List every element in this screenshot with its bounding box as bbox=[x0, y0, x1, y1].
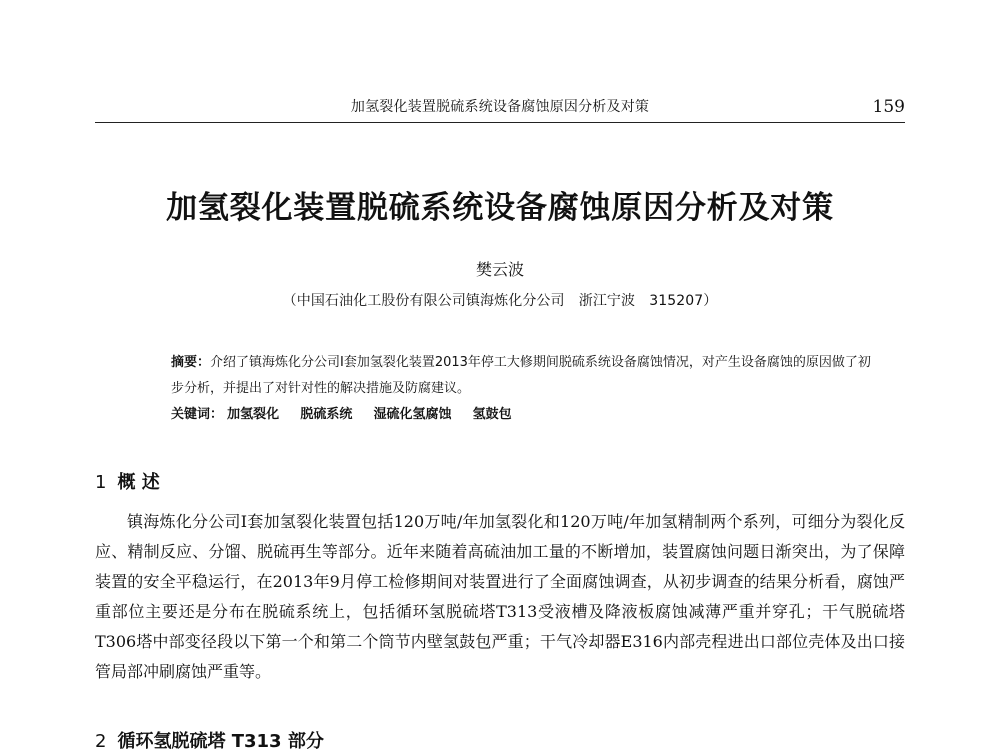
running-header-title: 加氢裂化装置脱硫系统设备腐蚀原因分析及对策 bbox=[350, 99, 650, 115]
section-heading-2 bbox=[95, 730, 905, 754]
keywords-label: 关键词： bbox=[171, 407, 224, 422]
paper-title: 加氢裂化装置脱硫系统设备腐蚀原因分析及对策 bbox=[166, 189, 834, 226]
author-affiliation: （中国石油化工股份有限公司镇海炼化分公司 浙江宁波 315207） bbox=[282, 293, 718, 309]
section-title: 循环氢脱硫塔 T313 部分 bbox=[117, 731, 324, 752]
keyword-item: 湿硫化氢腐蚀 bbox=[373, 407, 452, 422]
running-header bbox=[95, 96, 905, 123]
keyword-item: 加氢裂化 bbox=[227, 407, 280, 422]
keyword-item: 氢鼓包 bbox=[472, 407, 512, 422]
abstract-paragraph bbox=[137, 350, 878, 402]
section-title: 概 述 bbox=[117, 472, 160, 493]
keyword-item: 脱硫系统 bbox=[300, 407, 353, 422]
section-heading-1 bbox=[95, 471, 905, 495]
abstract-block bbox=[137, 350, 878, 428]
abstract-label: 摘要： bbox=[171, 355, 211, 370]
page-number: 159 bbox=[872, 97, 905, 117]
section-number: 2 bbox=[95, 731, 107, 752]
keywords-line bbox=[137, 402, 878, 428]
section-number: 1 bbox=[95, 472, 107, 493]
section-1-body bbox=[95, 507, 905, 687]
author-name: 樊云波 bbox=[475, 260, 524, 279]
body-paragraph: 镇海炼化分公司Ⅰ套加氢裂化装置包括120万吨/年加氢裂化和120万吨/年加氢精制两个系列，可细分为裂化反应、精制反应、分馏、脱硫再生等部分。近年来随着高硫油加工量的不断增加，装置腐蚀问题日渐突出，为了保障装置的安全平稳运行，在2013年9月停工检修期间对装置进行了全面腐蚀调查，从初步调查的结果分析看，腐蚀严重部位主要还是分布在脱硫系统上，包括循环氢脱硫塔T313受液槽及降液板腐蚀减薄严重并穿孔；干气脱硫塔T306塔中部变径段以下第一个和第二个筒节内壁氢鼓包严重；干气冷却器E316内部壳程进出口部位壳体及出口接管局部冲刷腐蚀严重等。 bbox=[95, 512, 905, 681]
abstract-text: 介绍了镇海炼化分公司Ⅰ套加氢裂化装置2013年停工大修期间脱硫系统设备腐蚀情况，对产生设备腐蚀的原因做了初步分析，并提出了对针对性的解决措施及防腐建议。 bbox=[171, 355, 871, 396]
